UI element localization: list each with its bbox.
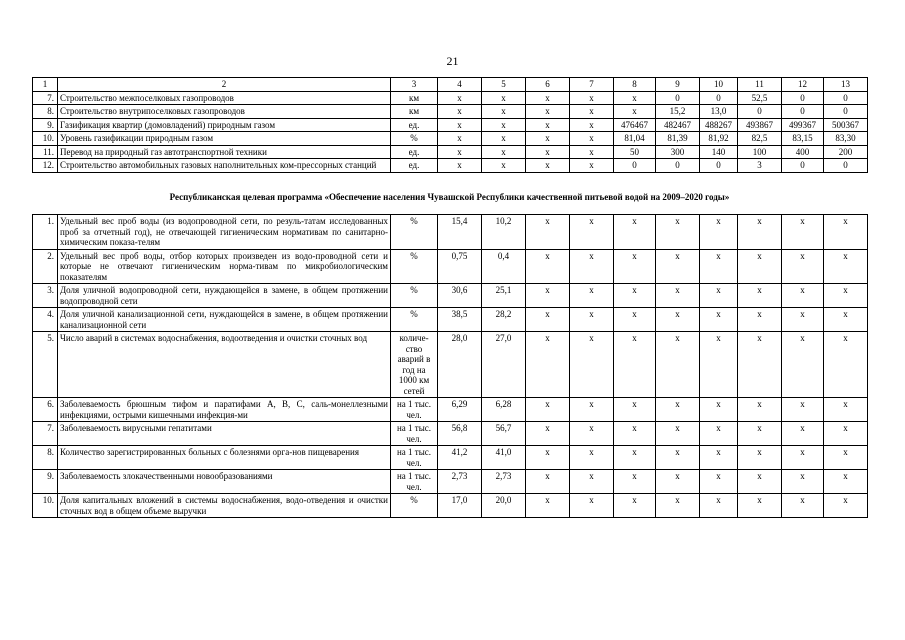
indicator-name-cell: Доля уличной водопроводной сети, нуждающейся в замене, в общем протяжении водопроводной сети <box>58 284 391 308</box>
value-cell: 0 <box>824 105 868 119</box>
value-cell: х <box>570 159 614 173</box>
row-index-cell: 3. <box>33 284 58 308</box>
value-cell: 2,73 <box>438 470 482 494</box>
value-cell: х <box>700 215 738 250</box>
value-cell: 56,7 <box>482 422 526 446</box>
column-number-cell: 8 <box>614 78 656 92</box>
indicator-name-cell: Доля уличной канализационной сети, нуждающейся в замене, в общем протяжении канализационной сети <box>58 308 391 332</box>
row-index-cell: 5. <box>33 332 58 398</box>
value-cell: х <box>824 422 868 446</box>
indicator-name-cell: Удельный вес проб воды (из водопроводной сети, по резуль-татам исследованных проб за отчетный год), не отвечающей гигиеническим нормативам по санитарно-химическим показа-телям <box>58 215 391 250</box>
value-cell: х <box>570 422 614 446</box>
value-cell: х <box>824 215 868 250</box>
value-cell: х <box>438 132 482 146</box>
row-index-cell: 6. <box>33 398 58 422</box>
value-cell: х <box>824 249 868 284</box>
value-cell: х <box>526 105 570 119</box>
value-cell: 30,6 <box>438 284 482 308</box>
value-cell: 493867 <box>738 118 782 132</box>
column-number-cell: 4 <box>438 78 482 92</box>
column-number-cell: 12 <box>782 78 824 92</box>
table-row <box>33 105 868 119</box>
row-index-cell: 8. <box>33 105 58 119</box>
indicator-name-cell: Уровень газификации природным газом <box>58 132 391 146</box>
value-cell: 28,2 <box>482 308 526 332</box>
section-title: Республиканская целевая программа «Обеспечение населения Чувашской Республики качественной питьевой водой на 2009–2020 годы» <box>169 192 730 202</box>
page-number: 21 <box>446 54 459 68</box>
value-cell: 0 <box>738 105 782 119</box>
row-index-cell: 4. <box>33 308 58 332</box>
value-cell: 15,2 <box>656 105 700 119</box>
gasification-indicators-table <box>32 77 868 173</box>
value-cell: 100 <box>738 145 782 159</box>
value-cell: х <box>782 332 824 398</box>
value-cell: х <box>482 118 526 132</box>
column-number-cell: 3 <box>391 78 438 92</box>
value-cell: 41,0 <box>482 446 526 470</box>
value-cell: х <box>782 494 824 518</box>
value-cell: х <box>782 284 824 308</box>
value-cell: х <box>438 159 482 173</box>
value-cell: х <box>738 470 782 494</box>
value-cell: х <box>700 446 738 470</box>
value-cell: х <box>526 446 570 470</box>
table-row <box>33 398 868 422</box>
value-cell: 82,5 <box>738 132 782 146</box>
column-number-cell: 9 <box>656 78 700 92</box>
value-cell: х <box>614 446 656 470</box>
value-cell: 81,92 <box>700 132 738 146</box>
value-cell: х <box>738 332 782 398</box>
value-cell: 400 <box>782 145 824 159</box>
value-cell: 499367 <box>782 118 824 132</box>
value-cell: х <box>738 398 782 422</box>
value-cell: х <box>656 422 700 446</box>
value-cell: х <box>700 332 738 398</box>
value-cell: 15,4 <box>438 215 482 250</box>
row-index-cell: 7. <box>33 422 58 446</box>
value-cell: 41,2 <box>438 446 482 470</box>
value-cell: 0 <box>782 159 824 173</box>
table-row <box>33 308 868 332</box>
value-cell: х <box>614 105 656 119</box>
value-cell: х <box>438 145 482 159</box>
value-cell: х <box>614 422 656 446</box>
row-index-cell: 1. <box>33 215 58 250</box>
value-cell: х <box>738 308 782 332</box>
value-cell: х <box>614 470 656 494</box>
indicator-name-cell: Количество зарегистрированных больных с болезнями орга-нов пищеварения <box>58 446 391 470</box>
unit-cell: количе-ство аварий в год на 1000 км сетей <box>391 332 438 398</box>
unit-cell: ед. <box>391 118 438 132</box>
row-index-cell: 12. <box>33 159 58 173</box>
table-row <box>33 470 868 494</box>
value-cell: 3 <box>738 159 782 173</box>
value-cell: х <box>526 145 570 159</box>
indicator-name-cell: Число аварий в системах водоснабжения, водоотведения и очистки сточных вод <box>58 332 391 398</box>
value-cell: х <box>656 284 700 308</box>
value-cell: х <box>824 398 868 422</box>
value-cell: х <box>738 249 782 284</box>
value-cell: х <box>656 446 700 470</box>
table-row <box>33 494 868 518</box>
value-cell: х <box>738 215 782 250</box>
value-cell: х <box>526 422 570 446</box>
column-number-cell: 13 <box>824 78 868 92</box>
value-cell: х <box>526 494 570 518</box>
value-cell: х <box>656 494 700 518</box>
value-cell: 38,5 <box>438 308 482 332</box>
value-cell: 56,8 <box>438 422 482 446</box>
value-cell: х <box>526 470 570 494</box>
value-cell: 6,29 <box>438 398 482 422</box>
value-cell: х <box>570 145 614 159</box>
unit-cell: % <box>391 308 438 332</box>
unit-cell: ед. <box>391 159 438 173</box>
value-cell: х <box>782 398 824 422</box>
value-cell: х <box>614 91 656 105</box>
row-index-cell: 11. <box>33 145 58 159</box>
value-cell: х <box>700 494 738 518</box>
value-cell: х <box>570 494 614 518</box>
value-cell: 0 <box>824 159 868 173</box>
indicator-name-cell: Заболеваемость брюшным тифом и паратифами А, В, С, саль-монеллезными инфекциями, острыми кишечными инфекция-ми <box>58 398 391 422</box>
value-cell: х <box>526 215 570 250</box>
value-cell: х <box>438 91 482 105</box>
column-number-cell: 1 <box>33 78 58 92</box>
unit-cell: на 1 тыс. чел. <box>391 422 438 446</box>
indicator-name-cell: Перевод на природный газ автотранспортной техники <box>58 145 391 159</box>
value-cell: х <box>782 215 824 250</box>
column-number-cell: 11 <box>738 78 782 92</box>
value-cell: х <box>526 308 570 332</box>
unit-cell: ед. <box>391 145 438 159</box>
table-row <box>33 91 868 105</box>
value-cell: 500367 <box>824 118 868 132</box>
value-cell: х <box>738 446 782 470</box>
indicator-name-cell: Удельный вес проб воды, отбор которых произведен из водо-проводной сети и которые не отвечают гигиеническим норма-тивам по микробиологическим показателям <box>58 249 391 284</box>
value-cell: 27,0 <box>482 332 526 398</box>
value-cell: х <box>782 249 824 284</box>
value-cell: х <box>700 284 738 308</box>
value-cell: х <box>656 215 700 250</box>
table-row <box>33 145 868 159</box>
value-cell: х <box>570 215 614 250</box>
value-cell: х <box>656 470 700 494</box>
unit-cell: % <box>391 249 438 284</box>
value-cell: х <box>570 105 614 119</box>
value-cell: 0 <box>782 105 824 119</box>
indicator-name-cell: Газификация квартир (домовладений) природным газом <box>58 118 391 132</box>
indicator-name-cell: Строительство внутрипоселковых газопроводов <box>58 105 391 119</box>
value-cell: 200 <box>824 145 868 159</box>
unit-cell: % <box>391 284 438 308</box>
unit-cell: км <box>391 91 438 105</box>
column-number-cell: 10 <box>700 78 738 92</box>
value-cell: 140 <box>700 145 738 159</box>
value-cell: х <box>614 308 656 332</box>
value-cell: х <box>782 308 824 332</box>
value-cell: х <box>782 470 824 494</box>
value-cell: 20,0 <box>482 494 526 518</box>
value-cell: х <box>570 249 614 284</box>
value-cell: х <box>526 118 570 132</box>
value-cell: х <box>824 494 868 518</box>
value-cell: 0 <box>824 91 868 105</box>
value-cell: х <box>438 118 482 132</box>
value-cell: 482467 <box>656 118 700 132</box>
value-cell: 13,0 <box>700 105 738 119</box>
value-cell: х <box>614 332 656 398</box>
value-cell: х <box>526 91 570 105</box>
value-cell: 10,2 <box>482 215 526 250</box>
value-cell: 17,0 <box>438 494 482 518</box>
table-row <box>33 284 868 308</box>
value-cell: х <box>570 132 614 146</box>
value-cell: х <box>482 91 526 105</box>
row-index-cell: 9. <box>33 118 58 132</box>
value-cell: х <box>570 91 614 105</box>
value-cell: 81,39 <box>656 132 700 146</box>
value-cell: х <box>526 398 570 422</box>
value-cell: х <box>738 494 782 518</box>
table-row <box>33 159 868 173</box>
value-cell: 0 <box>700 159 738 173</box>
value-cell: х <box>526 332 570 398</box>
column-number-cell: 2 <box>58 78 391 92</box>
value-cell: 0,4 <box>482 249 526 284</box>
value-cell: 476467 <box>614 118 656 132</box>
indicator-name-cell: Заболеваемость вирусными гепатитами <box>58 422 391 446</box>
indicator-name-cell: Доля капитальных вложений в системы водоснабжения, водо-отведения и очистки сточных вод в общем объеме выручки <box>58 494 391 518</box>
row-index-cell: 7. <box>33 91 58 105</box>
value-cell: х <box>526 159 570 173</box>
water-program-indicators-table <box>32 214 868 518</box>
value-cell: х <box>656 398 700 422</box>
row-index-cell: 2. <box>33 249 58 284</box>
value-cell: 0 <box>656 91 700 105</box>
value-cell: х <box>700 308 738 332</box>
value-cell: 0,75 <box>438 249 482 284</box>
unit-cell: % <box>391 132 438 146</box>
value-cell: х <box>438 105 482 119</box>
column-number-cell: 7 <box>570 78 614 92</box>
value-cell: 52,5 <box>738 91 782 105</box>
value-cell: 300 <box>656 145 700 159</box>
value-cell: х <box>614 398 656 422</box>
value-cell: х <box>656 332 700 398</box>
value-cell: х <box>482 145 526 159</box>
value-cell: 0 <box>656 159 700 173</box>
unit-cell: % <box>391 215 438 250</box>
value-cell: 28,0 <box>438 332 482 398</box>
table-row <box>33 446 868 470</box>
value-cell: 83,30 <box>824 132 868 146</box>
value-cell: х <box>738 422 782 446</box>
value-cell: 50 <box>614 145 656 159</box>
column-number-cell: 6 <box>526 78 570 92</box>
unit-cell: % <box>391 494 438 518</box>
row-index-cell: 9. <box>33 470 58 494</box>
row-index-cell: 10. <box>33 494 58 518</box>
value-cell: 6,28 <box>482 398 526 422</box>
table-row <box>33 249 868 284</box>
unit-cell: на 1 тыс. чел. <box>391 398 438 422</box>
table-row <box>33 132 868 146</box>
indicator-name-cell: Строительство межпоселковых газопроводов <box>58 91 391 105</box>
value-cell: х <box>570 398 614 422</box>
value-cell: 0 <box>700 91 738 105</box>
value-cell: х <box>700 398 738 422</box>
value-cell: х <box>824 446 868 470</box>
value-cell: х <box>824 332 868 398</box>
value-cell: х <box>656 308 700 332</box>
value-cell: х <box>482 105 526 119</box>
value-cell: х <box>570 308 614 332</box>
unit-cell: км <box>391 105 438 119</box>
value-cell: х <box>700 470 738 494</box>
indicator-name-cell: Заболеваемость злокачественными новообразованиями <box>58 470 391 494</box>
value-cell: х <box>526 132 570 146</box>
column-number-cell: 5 <box>482 78 526 92</box>
value-cell: х <box>570 446 614 470</box>
value-cell: х <box>614 494 656 518</box>
table-row <box>33 332 868 398</box>
value-cell: х <box>614 284 656 308</box>
value-cell: х <box>526 249 570 284</box>
value-cell: 0 <box>782 91 824 105</box>
unit-cell: на 1 тыс. чел. <box>391 446 438 470</box>
row-index-cell: 10. <box>33 132 58 146</box>
table-header-row <box>33 78 868 92</box>
value-cell: 25,1 <box>482 284 526 308</box>
table-row <box>33 118 868 132</box>
value-cell: х <box>482 159 526 173</box>
value-cell: х <box>614 249 656 284</box>
value-cell: 0 <box>614 159 656 173</box>
value-cell: х <box>570 332 614 398</box>
value-cell: х <box>782 422 824 446</box>
value-cell: х <box>700 249 738 284</box>
value-cell: х <box>482 132 526 146</box>
value-cell: 488267 <box>700 118 738 132</box>
value-cell: х <box>738 284 782 308</box>
value-cell: х <box>782 446 824 470</box>
row-index-cell: 8. <box>33 446 58 470</box>
unit-cell: на 1 тыс. чел. <box>391 470 438 494</box>
value-cell: х <box>700 422 738 446</box>
value-cell: х <box>824 470 868 494</box>
value-cell: 81,04 <box>614 132 656 146</box>
value-cell: 2,73 <box>482 470 526 494</box>
value-cell: 83,15 <box>782 132 824 146</box>
value-cell: х <box>570 118 614 132</box>
value-cell: х <box>526 284 570 308</box>
table-row <box>33 422 868 446</box>
indicator-name-cell: Строительство автомобильных газовых наполнительных ком-прессорных станций <box>58 159 391 173</box>
value-cell: х <box>824 308 868 332</box>
value-cell: х <box>656 249 700 284</box>
value-cell: х <box>570 470 614 494</box>
value-cell: х <box>824 284 868 308</box>
value-cell: х <box>570 284 614 308</box>
table-row <box>33 215 868 250</box>
value-cell: х <box>614 215 656 250</box>
